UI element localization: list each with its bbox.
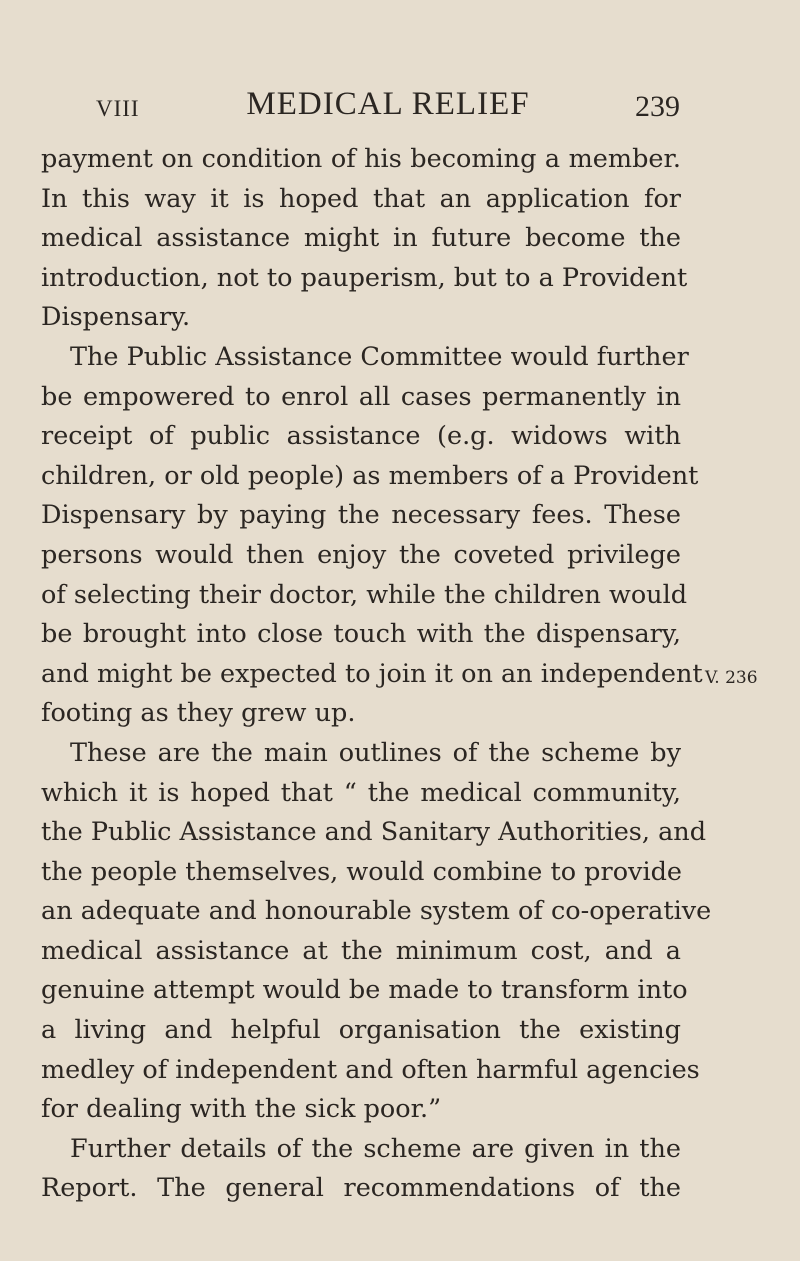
text-line: footing as they grew up. <box>41 698 356 729</box>
text-line: genuine attempt would be made to transform into <box>41 975 688 1006</box>
text-line: the Public Assistance and Sanitary Authorities, and <box>41 817 707 848</box>
text-line: medley of independent and often harmful agencies <box>41 1054 700 1085</box>
text-line: Report. The general recommendations of the <box>41 1173 681 1204</box>
text-line: payment on condition of his becoming a member. <box>41 144 681 174</box>
text-line: and might be expected to join it on an independent <box>41 658 703 689</box>
text-line: medical assistance at the minimum cost, and a <box>41 935 681 966</box>
text-line: Dispensary by paying the necessary fees. These <box>41 500 681 531</box>
text-line: children, or old people) as members of a Provident <box>41 460 699 491</box>
paragraph-start-line: These are the main outlines of the scheme by <box>70 737 681 768</box>
text-line: In this way it is hoped that an application for <box>41 183 681 214</box>
text-line: be brought into close touch with the dispensary, <box>41 619 681 650</box>
chapter-number: VIII <box>96 96 140 121</box>
body-text <box>41 140 712 1209</box>
text-line: a living and helpful organisation the existing <box>41 1015 681 1046</box>
text-line: be empowered to enrol all cases permanently in <box>41 381 681 412</box>
paragraph-start-line: Further details of the scheme are given in the <box>70 1133 681 1164</box>
text-line: persons would then enjoy the coveted privilege <box>41 539 681 570</box>
text-line: medical assistance might in future become the <box>41 223 681 254</box>
margin-reference: V. 236 <box>705 668 758 688</box>
text-line: introduction, not to pauperism, but to a Provident <box>41 262 688 293</box>
paragraph-start-line: The Public Assistance Committee would further <box>70 341 689 372</box>
text-line: Dispensary. <box>41 302 191 333</box>
text-line: an adequate and honourable system of co-operative <box>41 896 712 927</box>
text-line: for dealing with the sick poor.” <box>41 1094 442 1125</box>
text-line: which it is hoped that “ the medical community, <box>41 777 681 808</box>
running-title: MEDICAL RELIEF <box>246 86 530 122</box>
text-line: of selecting their doctor, while the children would <box>41 579 688 610</box>
text-line: the people themselves, would combine to provide <box>41 856 683 887</box>
page-number: 239 <box>635 90 680 123</box>
running-head <box>96 86 680 130</box>
text-line: receipt of public assistance (e.g. widows with <box>41 421 681 452</box>
